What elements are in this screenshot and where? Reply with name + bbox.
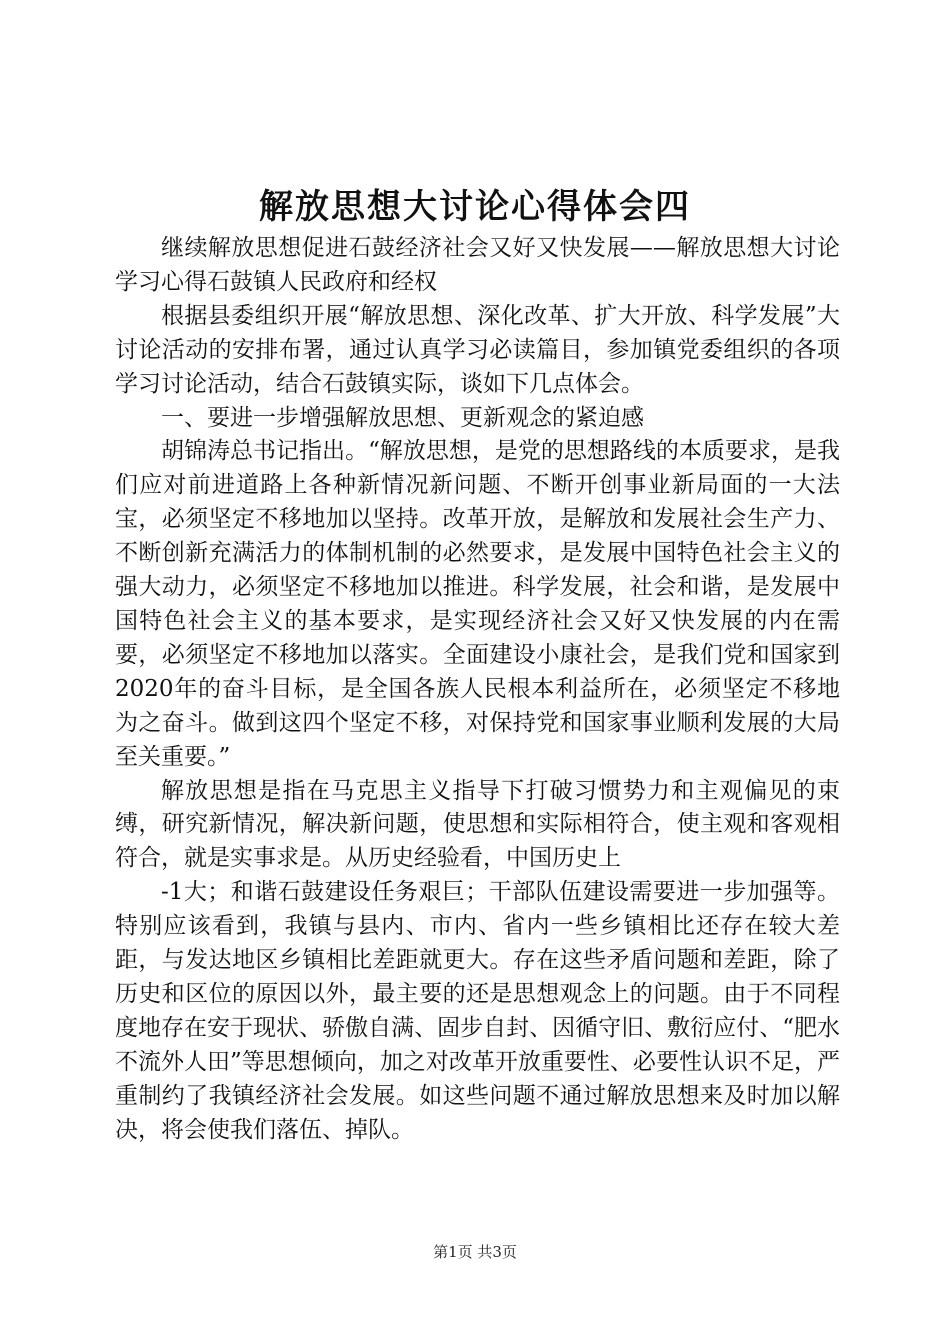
paragraph-subtitle: 继续解放思想促进石鼓经济社会又好又快发展——解放思想大讨论学习心得石鼓镇人民政府和经权: [115, 235, 840, 295]
section-heading: 一、要进一步增强解放思想、更新观念的紧迫感: [161, 404, 644, 431]
document-title: 解放思想大讨论心得体会四: [259, 187, 691, 227]
document-body: [115, 232, 840, 1147]
paragraph-problems: -1大；和谐石鼓建设任务艰巨；干部队伍建设需要进一步加强等。特别应该看到，我镇与县内、市内、省内一些乡镇相比还存在较大差距，与发达地区乡镇相比差距就更大。存在这些矛盾问题和差距，除了历史和区位的原因以外，最主要的还是思想观念上的问题。由于不同程度地存在安于现状、骄傲自满、固步自封、因循守旧、敷衍应付、“肥水不流外人田”等思想倾向，加之对改革开放重要性、必要性认识不足，严重制约了我镇经济社会发展。如这些问题不通过解放思想来及时加以解决，将会使我们落伍、掉队。: [115, 879, 840, 1143]
paragraph-definition: 解放思想是指在马克思主义指导下打破习惯势力和主观偏见的束缚，研究新情况，解决新问题，使思想和实际相符合，使主观和客观相符合，就是实事求是。从历史经验看，中国历史上: [115, 777, 840, 872]
page-footer: 第1页 共3页: [433, 1243, 517, 1261]
paragraph-intro: 根据县委组织开展“解放思想、深化改革、扩大开放、科学发展”大讨论活动的安排布署，通过认真学习必读篇目，参加镇党委组织的各项学习讨论活动，结合石鼓镇实际，谈如下几点体会。: [115, 302, 840, 397]
paragraph-quote: 胡锦涛总书记指出。“解放思想，是党的思想路线的本质要求，是我们应对前进道路上各种新情况新问题、不断开创事业新局面的一大法宝，必须坚定不移地加以坚持。改革开放，是解放和发展社会生产力、不断创新充满活力的体制机制的必然要求，是发展中国特色社会主义的强大动力，必须坚定不移地加以推进。科学发展，社会和谐，是发展中国特色社会主义的基本要求，是实现经济社会又好又快发展的内在需要，必须坚定不移地加以落实。全面建设小康社会，是我们党和国家到2020年的奋斗目标，是全国各族人民根本利益所在，必须坚定不移地为之奋斗。做到这四个坚定不移，对保持党和国家事业顺利发展的大局至关重要。”: [115, 438, 840, 770]
